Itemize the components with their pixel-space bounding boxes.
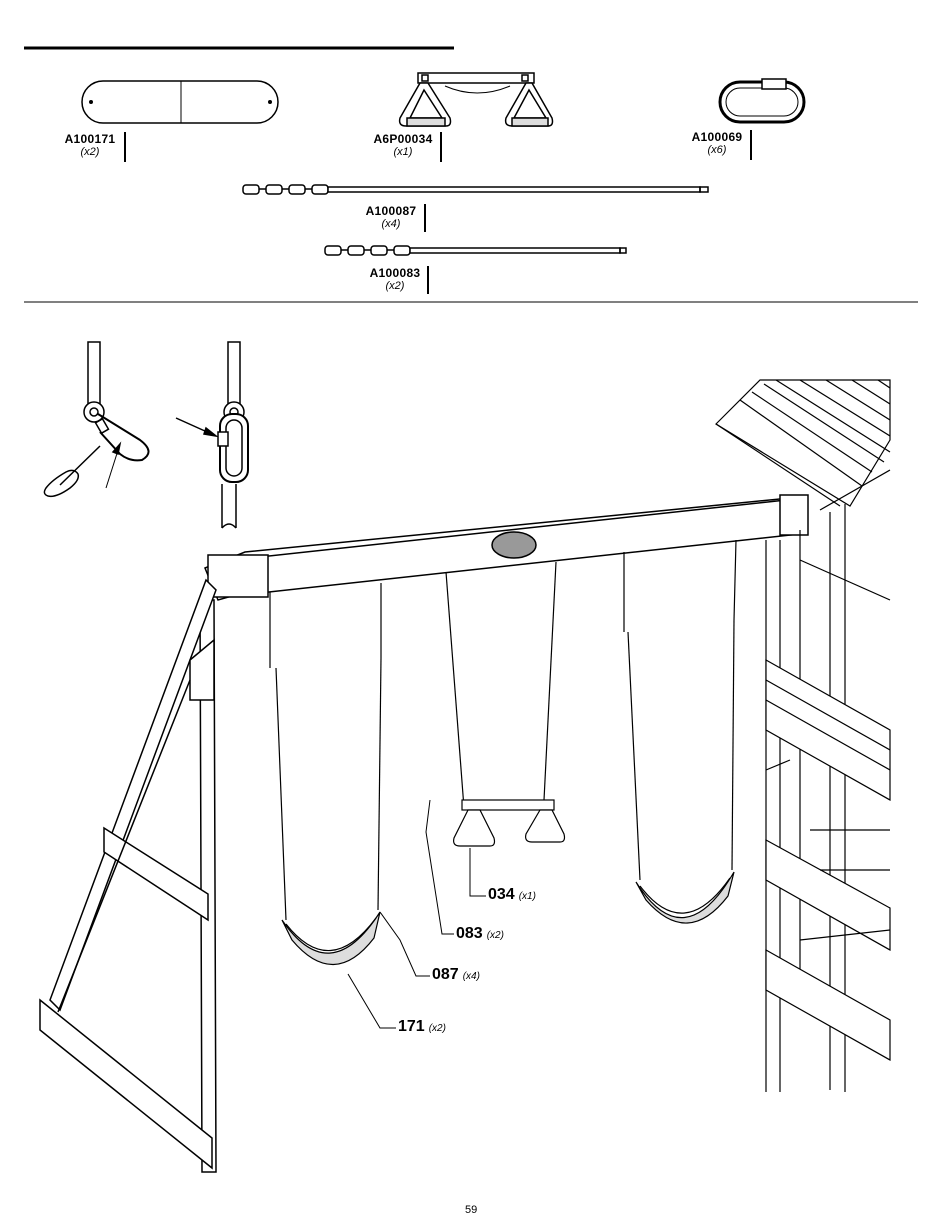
callout-code: 034 — [488, 886, 515, 903]
part-qty: (x2) — [385, 280, 405, 292]
part-qty: (x1) — [393, 146, 413, 158]
callout-087 — [432, 966, 480, 984]
callout-qty: (x2) — [428, 1023, 446, 1034]
fort-structure — [766, 470, 890, 1092]
part-qty: (x2) — [80, 146, 100, 158]
part-code: A100087 — [365, 204, 417, 218]
trapeze-scene — [446, 562, 565, 846]
label-tick — [424, 204, 426, 232]
closed-link-detail — [176, 342, 248, 528]
label-tick — [427, 266, 429, 294]
part-label-trapeze — [368, 132, 438, 158]
link-attach-detail — [44, 342, 148, 496]
part-label-short-chain — [364, 266, 426, 292]
callout-171 — [398, 1018, 446, 1036]
fort-roof — [716, 380, 890, 506]
swing-seat-part-illustration — [82, 81, 278, 123]
label-tick — [440, 132, 442, 162]
callout-034 — [488, 886, 536, 904]
part-label-long-chain — [360, 204, 422, 230]
part-label-quick-link — [686, 130, 748, 156]
callout-083 — [456, 925, 504, 943]
trapeze-part-illustration — [400, 73, 553, 126]
callout-code: 083 — [456, 925, 483, 942]
left-swing — [270, 583, 381, 965]
right-swing — [624, 540, 736, 923]
part-code: A100069 — [691, 130, 743, 144]
label-tick — [750, 130, 752, 160]
part-code: A100171 — [64, 132, 116, 146]
long-chain-part-illustration — [243, 185, 708, 194]
part-label-seat — [58, 132, 122, 158]
a-frame — [40, 580, 216, 1172]
page-number: 59 — [465, 1204, 478, 1216]
label-tick — [124, 132, 126, 162]
part-code: A100083 — [369, 266, 421, 280]
callout-code: 087 — [432, 966, 459, 983]
callout-code: 171 — [398, 1018, 425, 1035]
callout-qty: (x2) — [486, 930, 504, 941]
quick-link-part-illustration — [720, 79, 804, 122]
callout-qty: (x1) — [518, 891, 536, 902]
callout-qty: (x4) — [462, 971, 480, 982]
part-qty: (x6) — [707, 144, 727, 156]
short-chain-part-illustration — [325, 246, 626, 255]
part-qty: (x4) — [381, 218, 401, 230]
part-code: A6P00034 — [373, 132, 433, 146]
swing-beam — [205, 495, 808, 600]
